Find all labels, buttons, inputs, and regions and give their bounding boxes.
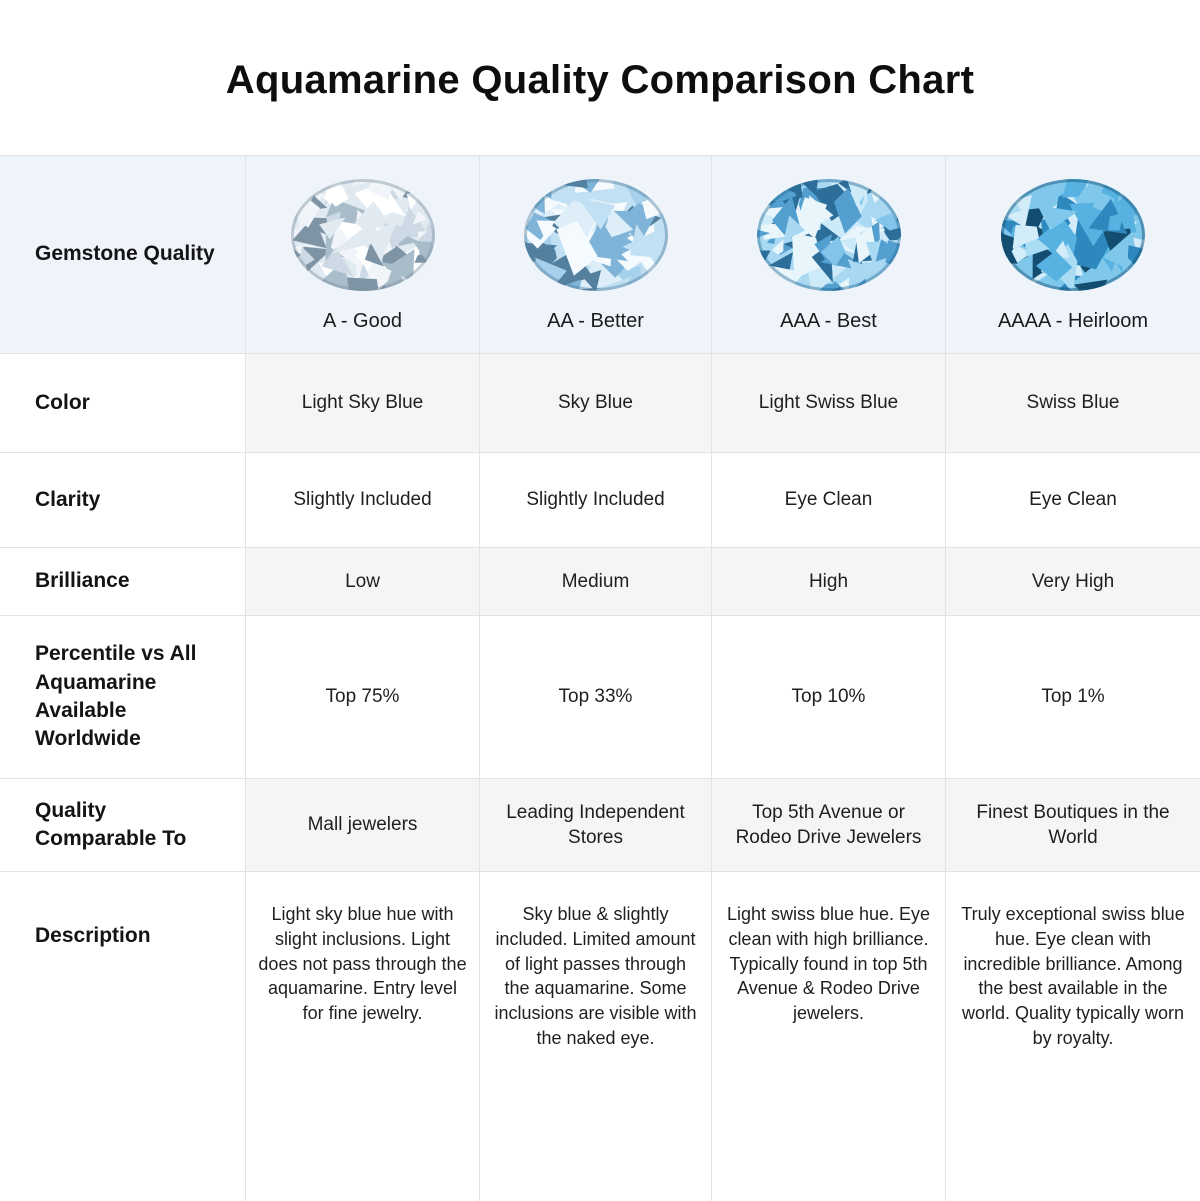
comparison-table (0, 155, 1200, 1201)
grade-caption-aa-better: AA - Better (547, 309, 644, 332)
color-value-aa: Sky Blue (480, 354, 712, 452)
description-value-aa: Sky blue & slightly included. Limited amount of light passes through the aquamarine. Some inclusions are visible with the naked eye. (480, 872, 712, 1201)
color-value-aaa: Light Swiss Blue (712, 354, 946, 452)
comparable-value-aaa: Top 5th Avenue or Rodeo Drive Jewelers (712, 779, 946, 871)
row-label-gemstone-quality: Gemstone Quality (0, 156, 246, 353)
grade-cell-aa-better (480, 156, 712, 353)
brilliance-value-a: Low (246, 548, 480, 615)
gem-image-aaaa-heirloom (998, 175, 1148, 295)
gem-image-aa-better (521, 175, 671, 295)
comparable-value-aa: Leading Independent Stores (480, 779, 712, 871)
clarity-value-a: Slightly Included (246, 453, 480, 547)
grade-caption-a-good: A - Good (323, 309, 402, 332)
percentile-value-aaa: Top 10% (712, 616, 946, 778)
table-row-description (0, 872, 1200, 1201)
grade-cell-aaaa-heirloom (946, 156, 1200, 353)
clarity-value-aa: Slightly Included (480, 453, 712, 547)
row-label-quality-comparable: Quality Comparable To (0, 779, 246, 871)
table-row-color (0, 354, 1200, 453)
page-title: Aquamarine Quality Comparison Chart (225, 58, 975, 102)
description-value-aaa: Light swiss blue hue. Eye clean with high brilliance. Typically found in top 5th Avenue & Rodeo Drive jewelers. (712, 872, 946, 1201)
grade-cell-aaa-best (712, 156, 946, 353)
table-row-quality-comparable (0, 779, 1200, 872)
brilliance-value-aaa: High (712, 548, 946, 615)
color-value-aaaa: Swiss Blue (946, 354, 1200, 452)
table-row-percentile (0, 616, 1200, 779)
clarity-value-aaaa: Eye Clean (1029, 489, 1117, 511)
grade-caption-aaaa-heirloom: AAAA - Heirloom (997, 309, 1149, 332)
comparable-value-a: Mall jewelers (246, 779, 480, 871)
clarity-value-aaa: Eye Clean (712, 453, 946, 547)
comparable-value-aaaa: Finest Boutiques in the World (946, 779, 1200, 871)
percentile-value-a: Top 75% (246, 616, 480, 778)
percentile-value-aa: Top 33% (480, 616, 712, 778)
row-label-brilliance: Brilliance (0, 548, 246, 615)
gem-image-aaa-best (754, 175, 904, 295)
gem-image-a-good (288, 175, 438, 295)
brilliance-value-aa: Medium (480, 548, 712, 615)
description-value-a: Light sky blue hue with slight inclusions. Light does not pass through the aquamarine. Entry level for fine jewelry. (246, 872, 480, 1201)
description-value-aaaa: Truly exceptional swiss blue hue. Eye clean with incredible brilliance. Among the best available in the world. Quality typically worn by royalty. (961, 904, 1185, 1049)
row-label-description: Description (0, 872, 246, 1201)
row-label-color: Color (0, 354, 246, 452)
grade-caption-aaa-best: AAA - Best (780, 309, 877, 332)
row-label-clarity: Clarity (0, 453, 246, 547)
color-value-a: Light Sky Blue (246, 354, 480, 452)
table-row-clarity (0, 453, 1200, 548)
grade-cell-a-good (246, 156, 480, 353)
table-row-brilliance (0, 548, 1200, 616)
brilliance-value-aaaa: Very High (946, 548, 1200, 615)
table-row-gemstone-quality (0, 156, 1200, 354)
row-label-percentile: Percentile vs All Aquamarine Available Worldwide (0, 616, 246, 778)
percentile-value-aaaa: Top 1% (1041, 686, 1105, 708)
